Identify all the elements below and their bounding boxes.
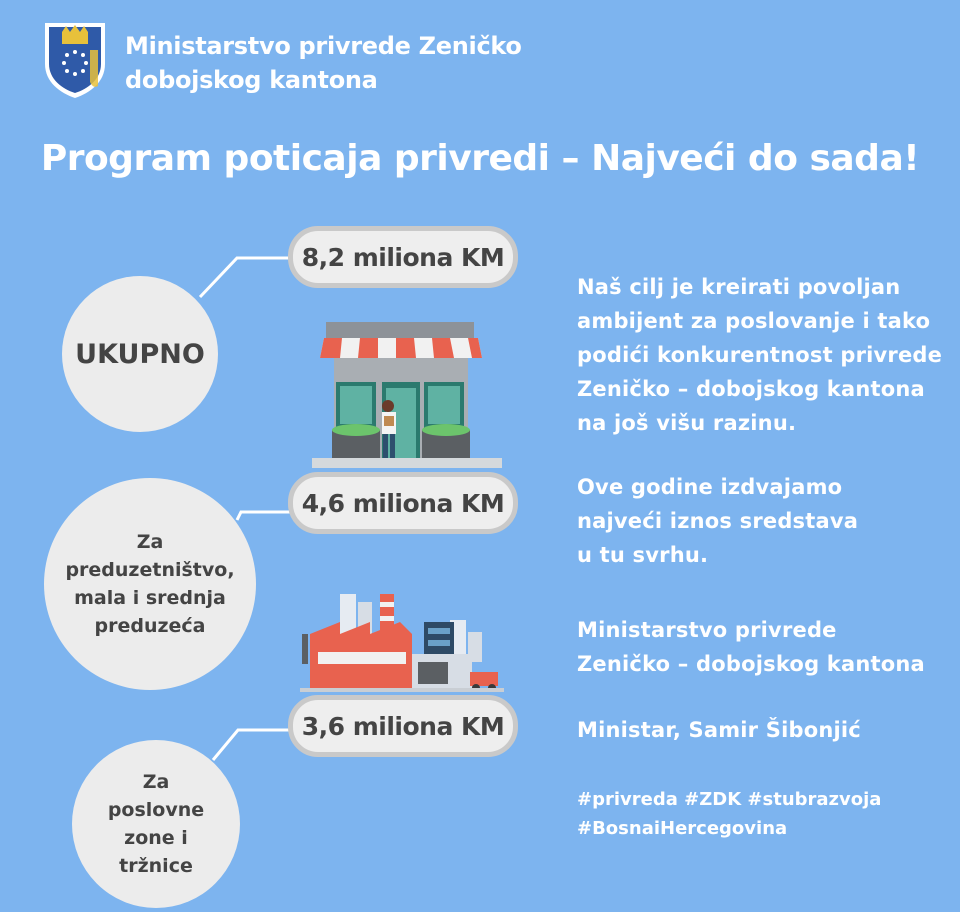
shop-icon bbox=[312, 318, 502, 470]
factory-icon bbox=[300, 590, 504, 694]
signature-minister: Ministar, Samir Šibonjić bbox=[577, 718, 861, 742]
amount-total-value: 8,2 miliona KM bbox=[301, 242, 505, 272]
hashtags: #privreda #ZDK #stubrazvoja #BosnaiHercegovina bbox=[577, 789, 882, 839]
amount-business-zones bbox=[288, 695, 518, 757]
amount-total bbox=[288, 226, 518, 288]
circle-total-label: UKUPNO bbox=[75, 338, 205, 370]
amount-business-zones-value: 3,6 miliona KM bbox=[301, 711, 505, 741]
circle-business-zones bbox=[72, 740, 240, 908]
amount-entrepreneurship-value: 4,6 miliona KM bbox=[301, 488, 505, 518]
circle-entrepreneurship bbox=[44, 478, 256, 690]
circle-total bbox=[62, 276, 218, 432]
header-title: Ministarstvo privrede Zeničko dobojskog kantona bbox=[125, 32, 522, 94]
circle-entrepreneurship-label: Za preduzetništvo, mala i srednja preduzeća bbox=[65, 531, 235, 637]
goal-paragraph: Naš cilj je kreirati povoljan ambijent za poslovanje i tako podići konkurentnost privrede Zeničko – dobojskog kantona na još višu razinu. bbox=[577, 275, 943, 435]
page-title: Program poticaja privredi – Najveći do sada! bbox=[40, 138, 920, 179]
funds-paragraph: Ove godine izdvajamo najveći iznos sredstava u tu svrhu. bbox=[577, 475, 859, 567]
signature-organization: Ministarstvo privrede Zeničko – dobojskog kantona bbox=[577, 618, 925, 676]
amount-entrepreneurship bbox=[288, 472, 518, 534]
circle-business-zones-label: Za poslovne zone i tržnice bbox=[107, 771, 205, 877]
